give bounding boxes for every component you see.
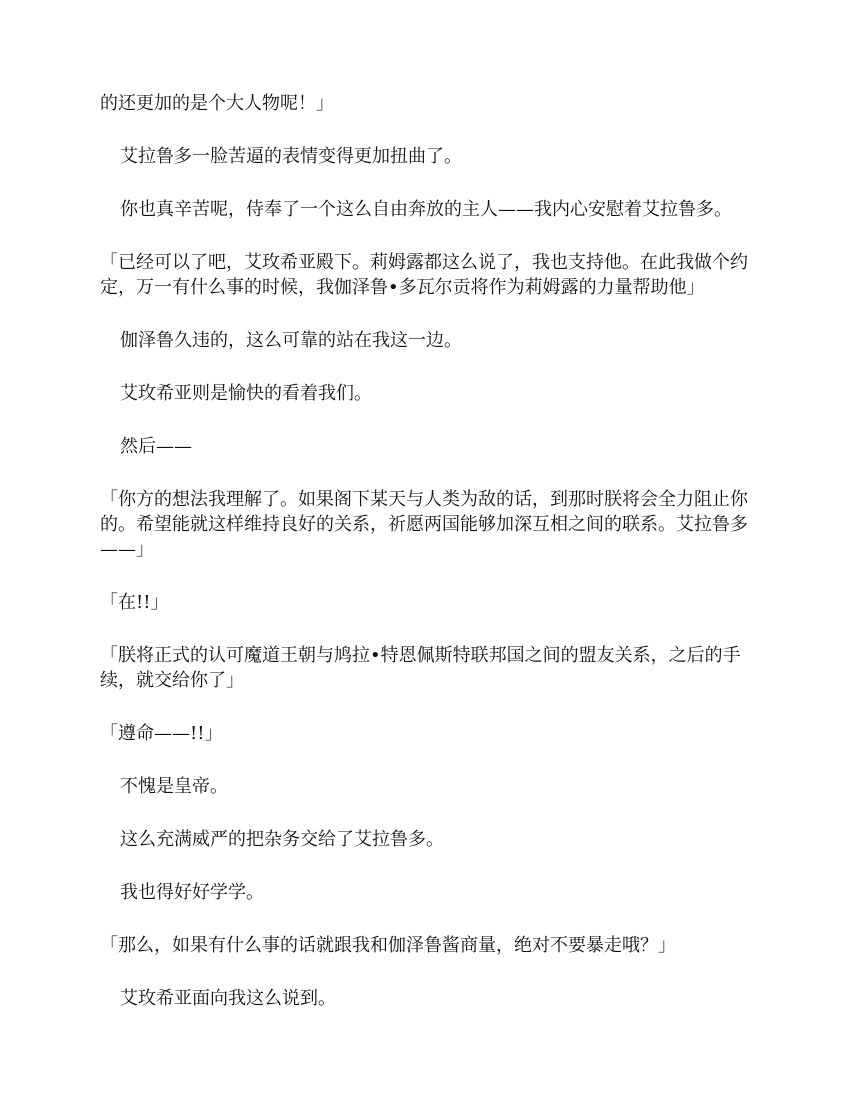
paragraph-2: 艾拉鲁多一脸苦逼的表情变得更加扭曲了。 bbox=[120, 146, 462, 167]
paragraph-14: 我也得好好学学。 bbox=[120, 882, 264, 903]
paragraph-6: 艾玫希亚则是愉快的看着我们。 bbox=[120, 383, 372, 404]
paragraph-8: 「你方的想法我理解了。如果阁下某天与人类为敌的话，到那时朕将会全力阻止你的。希望能就这样维持良好的关系，祈愿两国能够加深互相之间的联系。艾拉鲁多——」 bbox=[100, 489, 748, 560]
paragraph-16: 艾玫希亚面向我这么说到。 bbox=[120, 988, 336, 1009]
paragraph-5: 伽泽鲁久违的，这么可靠的站在我这一边。 bbox=[120, 330, 462, 351]
document-body bbox=[100, 91, 750, 1039]
paragraph-4: 「已经可以了吧，艾玫希亚殿下。莉姆露都这么说了，我也支持他。在此我做个约定，万一有什么事的时候，我伽泽鲁•多瓦尔贡将作为莉姆露的力量帮助他」 bbox=[100, 252, 748, 298]
paragraph-10: 「朕将正式的认可魔道王朝与鸠拉•特恩佩斯特联邦国之间的盟友关系，之后的手续，就交给你了」 bbox=[100, 645, 741, 691]
paragraph-15: 「那么，如果有什么事的话就跟我和伽泽鲁酱商量，绝对不要暴走哦？」 bbox=[100, 935, 676, 956]
paragraph-13: 这么充满威严的把杂务交给了艾拉鲁多。 bbox=[120, 829, 444, 850]
paragraph-11: 「遵命——!!」 bbox=[100, 723, 223, 744]
paragraph-12: 不愧是皇帝。 bbox=[120, 776, 228, 797]
paragraph-3: 你也真辛苦呢，侍奉了一个这么自由奔放的主人——我内心安慰着艾拉鲁多。 bbox=[120, 199, 732, 220]
paragraph-1: 的还更加的是个大人物呢！」 bbox=[100, 93, 334, 114]
paragraph-9: 「在!!」 bbox=[100, 592, 169, 613]
paragraph-7: 然后—— bbox=[120, 436, 192, 457]
